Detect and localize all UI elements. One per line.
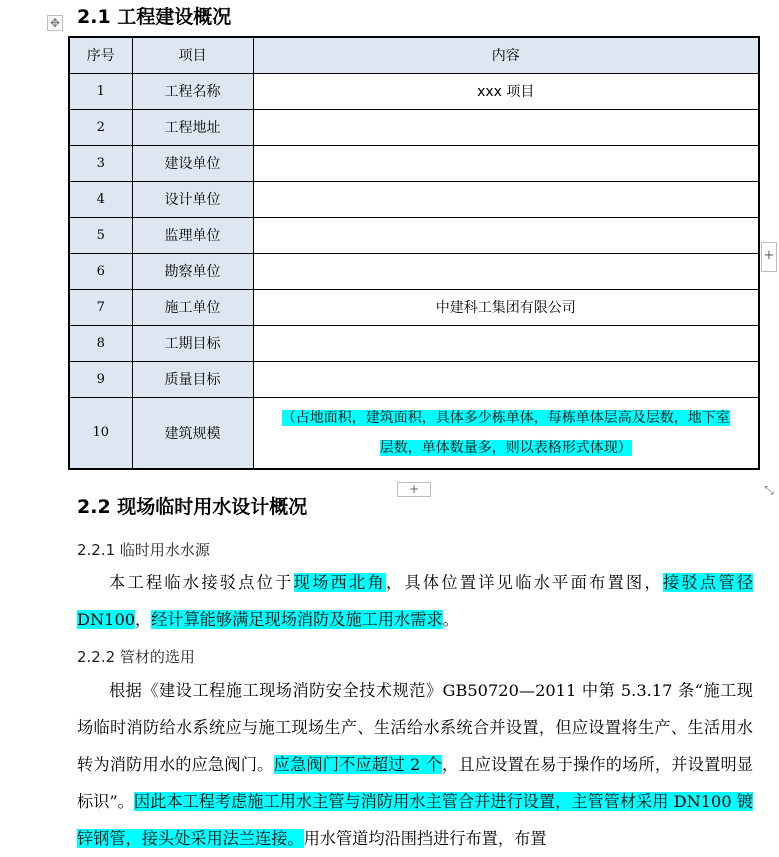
table-row	[69, 73, 759, 109]
row-content[interactable]	[253, 145, 759, 181]
table-row	[69, 181, 759, 217]
row-no: 5	[69, 217, 132, 253]
highlighted-text: 现场西北角	[293, 573, 386, 592]
highlighted-text: 应急阀门不应超过 2 个	[273, 755, 442, 774]
row-no: 8	[69, 325, 132, 361]
section-heading-2-1: 2.1 工程建设概况	[77, 6, 232, 28]
table-header-row	[69, 37, 759, 73]
row-item: 建筑规模	[132, 397, 253, 469]
row-item: 设计单位	[132, 181, 253, 217]
highlighted-text: 层数，单体数量多，则以表格形式体现）	[379, 439, 632, 456]
table-row	[69, 289, 759, 325]
add-column-button[interactable]: +	[761, 242, 777, 272]
row-content[interactable]: 中建科工集团有限公司	[253, 289, 759, 325]
row-item: 勘察单位	[132, 253, 253, 289]
paragraph-water-source: 本工程临水接驳点位于现场西北角，具体位置详见临水平面布置图，接驳点管径 DN100，经计算能够满足现场消防及施工用水需求。	[77, 573, 754, 629]
row-item: 建设单位	[132, 145, 253, 181]
table-row	[69, 109, 759, 145]
row-item: 工程名称	[132, 73, 253, 109]
row-content[interactable]	[253, 217, 759, 253]
section-heading-2-2: 2.2 现场临时用水设计概况	[77, 496, 308, 518]
highlighted-text: 接驳点管径 DN100	[77, 573, 754, 629]
row-no: 7	[69, 289, 132, 325]
row-item: 施工单位	[132, 289, 253, 325]
add-row-button[interactable]: +	[397, 482, 431, 497]
row-no: 4	[69, 181, 132, 217]
table-row	[69, 361, 759, 397]
table-resize-handle[interactable]: ⤡	[764, 483, 774, 497]
row-item: 质量目标	[132, 361, 253, 397]
row-content[interactable]: xxx 项目	[253, 73, 759, 109]
row-content[interactable]	[253, 181, 759, 217]
paragraph-pipe-material: 根据《建设工程施工现场消防安全技术规范》GB50720—2011 中第 5.3.17 条“施工现场临时消防给水系统应与施工现场生产、生活给水系统合并设置，但应设置将生产、生活用水转为消防用水的应急阀门。应急阀门不应超过 2 个，且应设置在易于操作的场所，并设置明显标识”。因此本工程考虑施工用水主管与消防用水主管合并进行设置，主管管材采用 DN100 镀锌钢管，接头处采用法兰连接。用水管道均沿围挡进行布置，布置	[77, 681, 754, 848]
table-row	[69, 325, 759, 361]
header-item: 项目	[132, 37, 253, 73]
row-no: 3	[69, 145, 132, 181]
row-content[interactable]	[253, 253, 759, 289]
row-item: 工程地址	[132, 109, 253, 145]
row-content[interactable]	[253, 109, 759, 145]
highlighted-text: （占地面积，建筑面积，具体多少栋单体，每栋单体层高及层数，地下室	[281, 409, 730, 426]
table-row	[69, 397, 759, 469]
row-no: 9	[69, 361, 132, 397]
row-content[interactable]	[253, 361, 759, 397]
subsection-heading-2-2-2: 2.2.2 管材的选用	[77, 648, 195, 666]
row-no: 1	[69, 73, 132, 109]
row-no: 6	[69, 253, 132, 289]
table-move-handle[interactable]: ✥	[47, 15, 63, 31]
row-content[interactable]	[253, 325, 759, 361]
row-no: 10	[69, 397, 132, 469]
table-row	[69, 253, 759, 289]
table-row	[69, 145, 759, 181]
table-row	[69, 217, 759, 253]
header-content: 内容	[253, 37, 759, 73]
row-item: 工期目标	[132, 325, 253, 361]
row-item: 监理单位	[132, 217, 253, 253]
highlighted-text: 经计算能够满足现场消防及施工用水需求	[151, 610, 443, 629]
highlighted-text: 因此本工程考虑施工用水主管与消防用水主管合并进行设置，主管管材采用 DN100 镀锌钢管，接头处采用法兰连接。	[77, 792, 754, 848]
header-no: 序号	[69, 37, 132, 73]
subsection-heading-2-2-1: 2.2.1 临时用水水源	[77, 541, 210, 559]
project-overview-table	[68, 36, 760, 470]
row-no: 2	[69, 109, 132, 145]
row-content[interactable]	[253, 397, 759, 469]
